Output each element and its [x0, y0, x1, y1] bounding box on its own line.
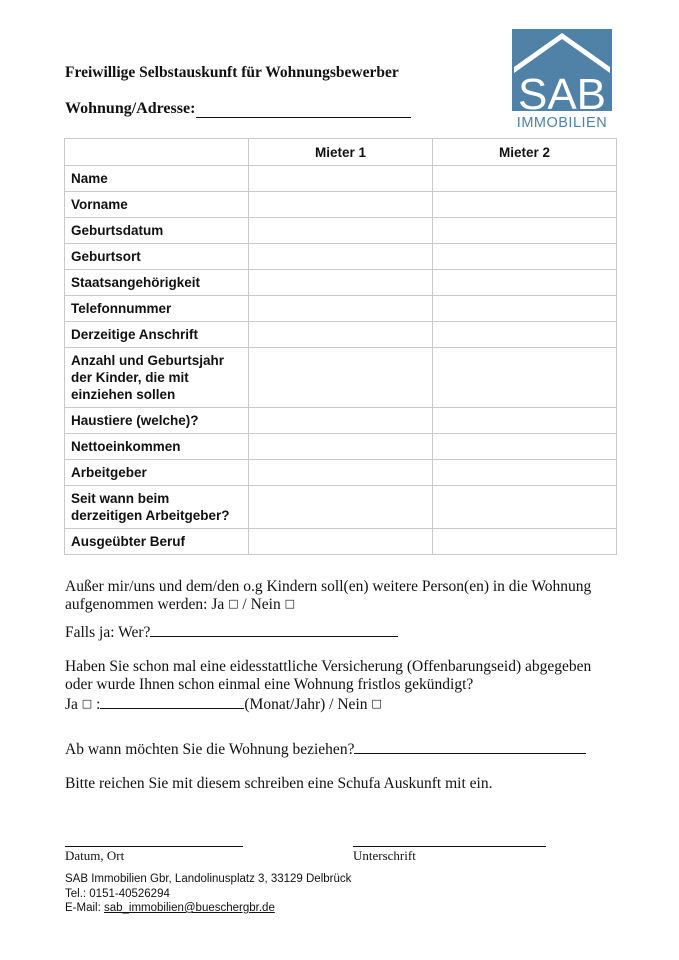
row-label-haustiere: Haustiere (welche)? [65, 408, 249, 434]
month-year-blank-line[interactable] [100, 694, 244, 709]
footer-phone: Tel.: 0151-40526294 [65, 887, 170, 900]
row-label-telefonnummer: Telefonnummer [65, 296, 249, 322]
row-label-derzeitige-anschrift: Derzeitige Anschrift [65, 322, 249, 348]
table-row [65, 348, 617, 408]
logo-sub-text: IMMOBILIEN [516, 115, 608, 130]
question-2-colon: : [96, 696, 101, 713]
row-label-staatsangehoerigkeit: Staatsangehörigkeit [65, 270, 249, 296]
table-header-empty [65, 139, 249, 166]
cell-mieter-1-name[interactable] [249, 166, 433, 192]
table-row [65, 408, 617, 434]
cell-mieter-1-vorname[interactable] [249, 192, 433, 218]
table-row [65, 486, 617, 529]
cell-mieter-1-anschrift[interactable] [249, 322, 433, 348]
sab-logo [512, 27, 612, 130]
table-row [65, 244, 617, 270]
table-row [65, 270, 617, 296]
row-label-seit-wann: Seit wann beim derzeitigen Arbeitgeber? [65, 486, 249, 529]
checkbox-ja-2[interactable]: □ [81, 697, 93, 710]
cell-mieter-1-staatsangehoerigkeit[interactable] [249, 270, 433, 296]
checkbox-nein-1[interactable]: □ [284, 597, 295, 610]
cell-mieter-1-geburtsdatum[interactable] [249, 218, 433, 244]
date-place-label: Datum, Ort [65, 848, 125, 863]
row-label-vorname: Vorname [65, 192, 249, 218]
footer [65, 872, 351, 916]
cell-mieter-1-nettoeinkommen[interactable] [249, 434, 433, 460]
cell-mieter-1-kinder[interactable] [249, 348, 433, 408]
checkbox-ja-1[interactable]: □ [228, 597, 239, 610]
cell-mieter-2-vorname[interactable] [433, 192, 617, 218]
row-label-kinder: Anzahl und Geburtsjahr der Kinder, die mit einziehen sollen [65, 348, 249, 408]
question-move-in-label: Ab wann möchten Sie die Wohnung beziehen? [65, 741, 355, 758]
schufa-note: Bitte reichen Sie mit diesem schreiben eine Schufa Auskunft mit ein. [65, 775, 493, 792]
cell-mieter-1-haustiere[interactable] [249, 408, 433, 434]
cell-mieter-1-seit-wann[interactable] [249, 486, 433, 529]
cell-mieter-2-name[interactable] [433, 166, 617, 192]
table-header-row [65, 139, 617, 166]
cell-mieter-2-geburtsort[interactable] [433, 244, 617, 270]
cell-mieter-1-geburtsort[interactable] [249, 244, 433, 270]
question-additional-persons [65, 578, 591, 615]
table-row [65, 322, 617, 348]
address-field [65, 100, 411, 118]
row-label-name: Name [65, 166, 249, 192]
table-header-mieter-1: Mieter 1 [249, 139, 433, 166]
table-row [65, 166, 617, 192]
cell-mieter-2-telefonnummer[interactable] [433, 296, 617, 322]
row-label-geburtsort: Geburtsort [65, 244, 249, 270]
cell-mieter-2-arbeitgeber[interactable] [433, 460, 617, 486]
table-row [65, 218, 617, 244]
who-blank-line[interactable] [150, 622, 398, 637]
cell-mieter-2-beruf[interactable] [433, 529, 617, 555]
date-place-line[interactable] [65, 846, 243, 847]
table-header-mieter-2: Mieter 2 [433, 139, 617, 166]
table-row [65, 296, 617, 322]
footer-email-line [65, 901, 351, 916]
applicant-table [64, 138, 617, 555]
row-label-geburtsdatum: Geburtsdatum [65, 218, 249, 244]
cell-mieter-2-geburtsdatum[interactable] [433, 218, 617, 244]
table-row [65, 460, 617, 486]
checkbox-nein-2[interactable]: □ [371, 697, 382, 710]
question-1-prefix: aufgenommen werden: Ja [65, 596, 225, 613]
cell-mieter-1-beruf[interactable] [249, 529, 433, 555]
question-1-nein-label: / Nein [242, 596, 281, 613]
document-title: Freiwillige Selbstauskunft für Wohnungsbewerber [65, 64, 399, 81]
signature-label: Unterschrift [353, 848, 416, 863]
table-row [65, 434, 617, 460]
cell-mieter-2-haustiere[interactable] [433, 408, 617, 434]
cell-mieter-1-telefonnummer[interactable] [249, 296, 433, 322]
row-label-beruf: Ausgeübter Beruf [65, 529, 249, 555]
cell-mieter-1-arbeitgeber[interactable] [249, 460, 433, 486]
question-2-nein-label: (Monat/Jahr) / Nein [244, 696, 368, 713]
question-2-line-1: Haben Sie schon mal eine eidesstattliche Versicherung (Offenbarungseid) abgegeben [65, 658, 592, 675]
row-label-arbeitgeber: Arbeitgeber [65, 460, 249, 486]
signature-line[interactable] [353, 846, 546, 847]
table-row [65, 529, 617, 555]
question-2-line-3 [65, 694, 591, 715]
question-move-in [65, 739, 586, 759]
cell-mieter-2-kinder[interactable] [433, 348, 617, 408]
question-2-ja-label: Ja [65, 696, 78, 713]
address-blank-line[interactable] [196, 101, 411, 118]
question-affidavit [65, 658, 591, 715]
cell-mieter-2-seit-wann[interactable] [433, 486, 617, 529]
cell-mieter-2-staatsangehoerigkeit[interactable] [433, 270, 617, 296]
question-who-label: Falls ja: Wer? [65, 624, 151, 641]
cell-mieter-2-anschrift[interactable] [433, 322, 617, 348]
logo-main-text: SAB [517, 70, 607, 119]
address-label: Wohnung/Adresse: [65, 100, 196, 117]
footer-email-label: E-Mail: [65, 902, 101, 914]
footer-company: SAB Immobilien Gbr, Landolinusplatz 3, 33129 Delbrück [65, 873, 352, 885]
row-label-nettoeinkommen: Nettoeinkommen [65, 434, 249, 460]
move-in-blank-line[interactable] [354, 739, 586, 754]
question-2-line-2: oder wurde Ihnen schon einmal eine Wohnung fristlos gekündigt? [65, 676, 474, 693]
footer-email-link[interactable]: sab_immobilien@bueschergbr.de [103, 902, 275, 914]
cell-mieter-2-nettoeinkommen[interactable] [433, 434, 617, 460]
question-1-line-1: Außer mir/uns und dem/den o.g Kindern soll(en) weitere Person(en) in die Wohnung [65, 578, 592, 595]
table-row [65, 192, 617, 218]
question-who [65, 622, 398, 642]
question-1-line-2 [65, 596, 591, 615]
